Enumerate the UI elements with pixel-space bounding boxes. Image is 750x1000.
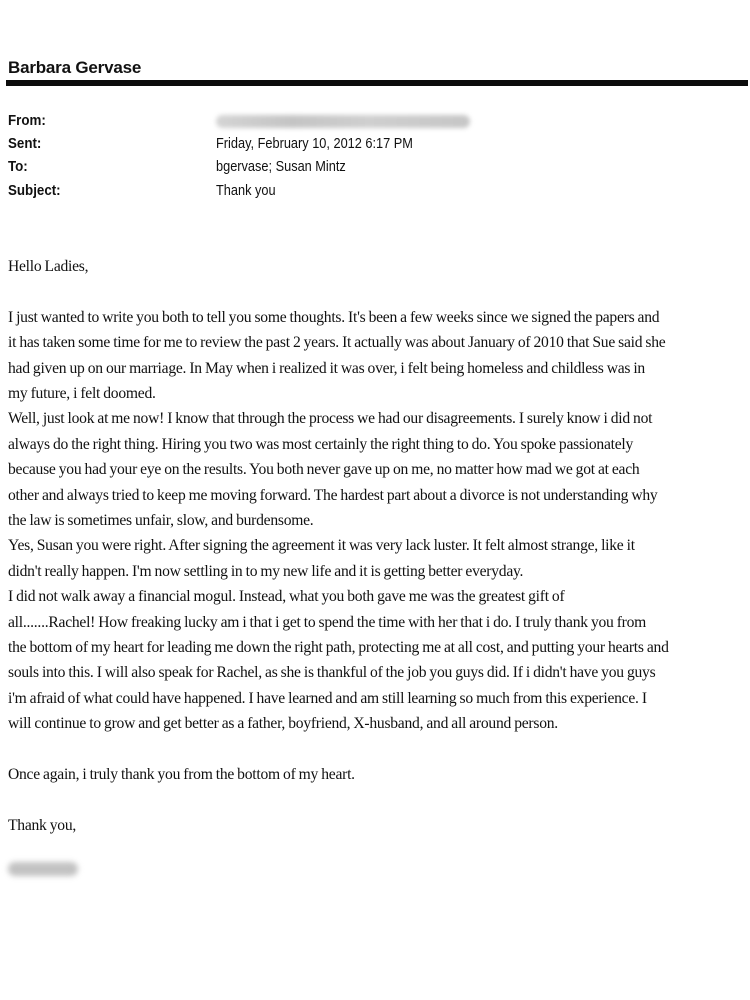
sent-value: Friday, February 10, 2012 6:17 PM bbox=[216, 136, 413, 152]
body-line: had given up on our marriage. In May when i realized it was over, i felt being homeless and childless was in bbox=[8, 359, 645, 377]
body-line: souls into this. I will also speak for Rachel, as she is thankful of the job you guys did. If i didn't have you guys bbox=[8, 664, 656, 682]
body-line: I just wanted to write you both to tell you some thoughts. It's been a few weeks since we signed the papers and bbox=[8, 308, 660, 326]
from-value-redacted bbox=[216, 115, 470, 128]
body-line: Well, just look at me now! I know that through the process we had our disagreements. I surely know i did not bbox=[8, 410, 653, 428]
paragraph-gap bbox=[8, 279, 750, 304]
signoff: Thank you, bbox=[8, 816, 77, 834]
body-line: all.......Rachel! How freaking lucky am i that i get to spend the time with her that i do. I truly thank you from bbox=[8, 613, 647, 631]
paragraph-gap bbox=[8, 737, 750, 762]
to-label: To: bbox=[8, 159, 28, 175]
greeting: Hello Ladies, bbox=[8, 258, 89, 275]
closing-line: Once again, i truly thank you from the bottom of my heart. bbox=[8, 766, 355, 784]
header-from-row bbox=[0, 110, 750, 132]
sender-name: Barbara Gervase bbox=[8, 58, 142, 77]
body-line: my future, i felt doomed. bbox=[8, 385, 156, 403]
sent-label: Sent: bbox=[8, 136, 42, 152]
body-line: because you had your eye on the results. You both never gave up on me, no matter how mad we got at each bbox=[8, 461, 640, 479]
email-body bbox=[8, 254, 750, 838]
to-value: bgervase; Susan Mintz bbox=[216, 159, 346, 175]
body-line: the bottom of my heart for leading me down the right path, protecting me at all cost, and putting your hearts and bbox=[8, 639, 669, 657]
body-line: the law is sometimes unfair, slow, and burdensome. bbox=[8, 512, 314, 530]
header-to-row bbox=[0, 156, 750, 178]
body-line: I did not walk away a financial mogul. Instead, what you both gave me was the greatest gift of bbox=[8, 588, 565, 606]
header-sent-row bbox=[0, 133, 750, 155]
header-subject-row bbox=[0, 180, 750, 202]
subject-value: Thank you bbox=[216, 183, 276, 199]
header-divider bbox=[6, 80, 748, 86]
body-line: always do the right thing. Hiring you two was most certainly the right thing to do. You spoke passionately bbox=[8, 435, 634, 453]
body-line: Yes, Susan you were right. After signing the agreement it was very lack luster. It felt almost strange, like it bbox=[8, 537, 635, 555]
paragraph-gap bbox=[8, 788, 750, 813]
from-label: From: bbox=[8, 113, 46, 129]
body-line: will continue to grow and get better as a father, boyfriend, X-husband, and all around person. bbox=[8, 715, 558, 733]
body-line: it has taken some time for me to review the past 2 years. It actually was about January of 2010 that Sue said she bbox=[8, 334, 666, 352]
body-line: didn't really happen. I'm now settling in to my new life and it is getting better everyday. bbox=[8, 562, 524, 580]
signature-redacted bbox=[8, 862, 78, 876]
subject-label: Subject: bbox=[8, 183, 61, 199]
body-line: other and always tried to keep me moving forward. The hardest part about a divorce is not understanding why bbox=[8, 486, 658, 504]
body-line: i'm afraid of what could have happened. I have learned and am still learning so much from this experience. I bbox=[8, 689, 647, 707]
